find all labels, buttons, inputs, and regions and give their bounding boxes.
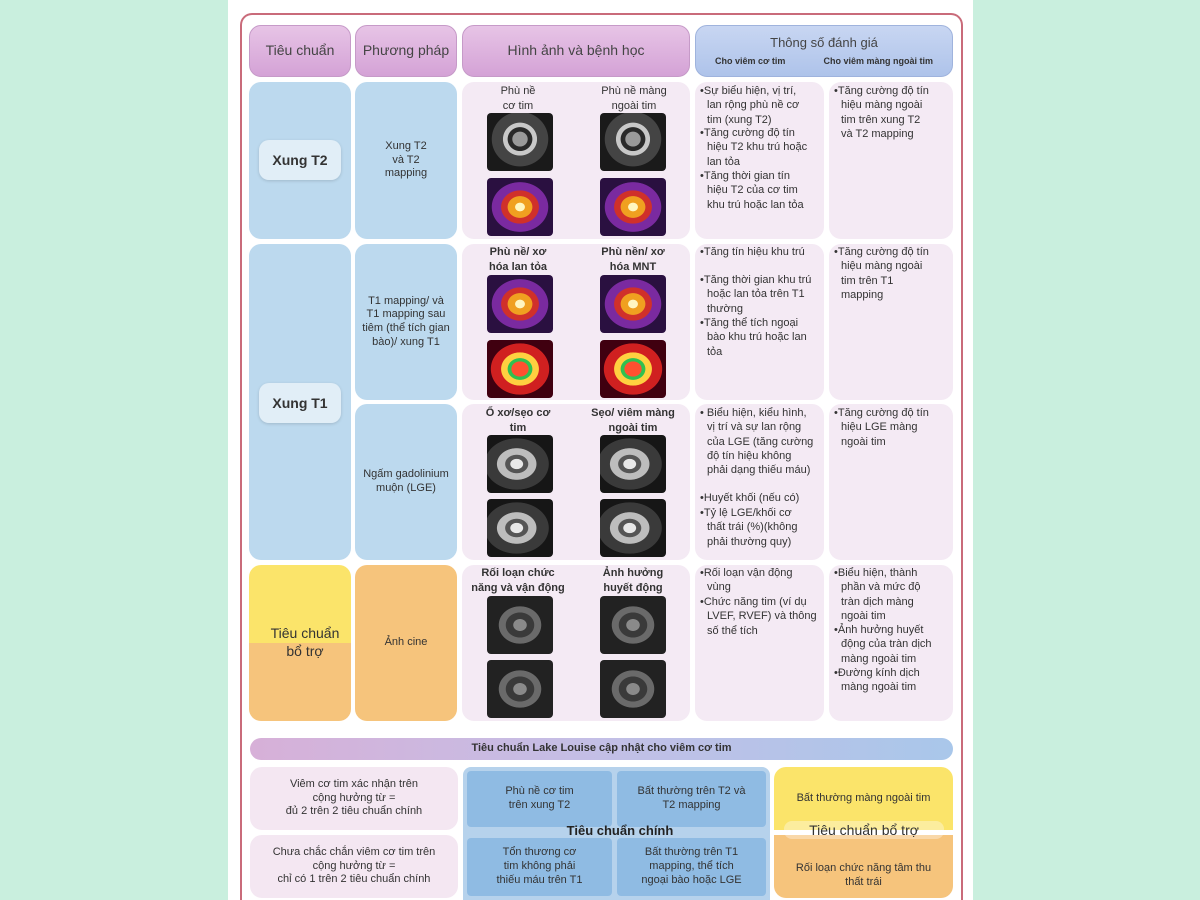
header-imaging [462, 25, 690, 77]
cine-img-left-caption: Rối loạn chức năng và vận động [471, 567, 565, 594]
cine-peri-bullet-3: •Đường kính dịch màng ngoài tim [834, 667, 920, 694]
t1-img-right-caption: Phù nền/ xơ hóa MNT [601, 246, 665, 273]
method-cine-cell [355, 565, 457, 721]
criterion-t1-label: Xung T1 [259, 383, 341, 423]
method-t1-label: T1 mapping/ và T1 mapping sau tiêm (thể tích gian bào)/ xung T1 [362, 294, 450, 348]
main-criterion-2 [617, 771, 766, 827]
main-criterion-4 [617, 838, 766, 896]
t2-myo-bullet-3: •Tăng thời gian tín hiệu T2 của cơ tim khu trú hoặc lan tỏa [700, 170, 804, 211]
t1-map-image-4 [600, 340, 666, 398]
header-sub-pericarditis: Cho viêm màng ngoài tim [823, 55, 933, 66]
uncertain-diagnosis-text: Chưa chắc chắn viêm cơ tim trên cộng hưởng từ = chỉ có 1 trên 2 tiêu chuẩn chính [272, 845, 436, 886]
t2-img-left-caption: Phù nề cơ tim [500, 85, 536, 112]
t2-myo-bullet-2: •Tăng cường độ tín hiệu T2 khu trú hoặc lan tỏa [700, 127, 808, 168]
header-method-label: Phương pháp [362, 42, 450, 59]
main-criterion-3 [467, 838, 612, 896]
cine-image-1 [487, 596, 553, 654]
t1-myo-bullet-1: •Tăng tín hiệu khu trú [700, 246, 805, 258]
lge-peri-bullet-1: •Tăng cường độ tín hiệu LGE màng ngoài tim [834, 407, 929, 448]
t1-img-left-caption: Phù nề/ xơ hóa lan tỏa [488, 246, 548, 273]
criterion-supp-label: Tiêu chuẩn bổ trợ [270, 625, 340, 660]
t1-myo-bullet-2: •Tăng thời gian khu trú hoặc lan tỏa trên T1 thường [700, 274, 812, 315]
main-criterion-2-text: Bất thường trên T2 và T2 mapping [637, 785, 746, 811]
method-t2-label: Xung T2 và T2 mapping [384, 139, 428, 180]
t2-map-image-1 [487, 178, 553, 236]
criterion-t2-label: Xung T2 [259, 140, 341, 180]
confirmed-diagnosis-text: Viêm cơ tim xác nhận trên cộng hưởng từ = đủ 2 trên 2 tiêu chuẩn chính [285, 777, 423, 818]
t2-peri-bullet-1: •Tăng cường độ tín hiệu màng ngoài tim trên xung T2 và T2 mapping [834, 85, 929, 140]
supportive-criterion-2-text: Rối loạn chức năng tâm thu thất trái [795, 861, 932, 888]
t1-map-image-2 [600, 275, 666, 333]
lake-louise-title [250, 738, 953, 760]
cine-image-4 [600, 660, 666, 718]
t2-mri-image-1 [487, 113, 553, 171]
lge-img-left-caption: Ổ xơ/sẹo cơ tim [485, 407, 551, 434]
method-lge-cell [355, 404, 457, 560]
supportive-criteria-label: Tiêu chuẩn bổ trợ [784, 821, 944, 839]
main-criterion-3-text: Tổn thương cơ tim không phải thiếu máu trên T1 [496, 846, 583, 886]
header-sub-myocarditis: Cho viêm cơ tim [715, 55, 786, 66]
cine-myo-bullet-1: •Rối loạn vận động vùng [700, 567, 793, 594]
lge-image-1 [487, 435, 553, 493]
lge-image-2 [600, 435, 666, 493]
t1-map-image-3 [487, 340, 553, 398]
lake-louise-title-label: Tiêu chuẩn Lake Louise cập nhật cho viêm cơ tim [471, 742, 732, 755]
method-cine-label: Ảnh cine [384, 636, 428, 649]
confirmed-diagnosis-box [250, 767, 458, 830]
main-criterion-1-text: Phù nề cơ tim trên xung T2 [505, 785, 574, 811]
t2-mri-image-2 [600, 113, 666, 171]
method-lge-label: Ngấm gadolinium muộn (LGE) [363, 468, 449, 494]
lge-myo-bullet-3: •Tỷ lệ LGE/khối cơ thất trái (%)(không phải thường quy) [700, 507, 798, 548]
cine-peri-bullet-2: •Ảnh hưởng huyết động của tràn dịch màng ngoài tim [834, 624, 932, 665]
uncertain-diagnosis-box [250, 835, 458, 898]
header-criteria [249, 25, 351, 77]
lge-myo-bullet-1: • Biểu hiện, kiểu hình, vị trí và sự lan rộng của LGE (tăng cường độ tín hiệu không phải dạng thiếu máu) [700, 407, 814, 477]
t2-map-image-2 [600, 178, 666, 236]
lge-image-4 [600, 499, 666, 557]
method-t2-cell [355, 82, 457, 239]
main-criterion-1 [467, 771, 612, 827]
t1-myo-bullet-3: •Tăng thể tích ngoại bào khu trú hoặc lan tỏa [700, 317, 807, 358]
header-method [355, 25, 457, 77]
cine-peri-bullet-1: •Biểu hiện, thành phần và mức độ tràn dịch màng ngoài tim [834, 567, 921, 622]
supportive-criterion-2 [774, 835, 953, 898]
header-imaging-label: Hình ảnh và bệnh học [507, 42, 645, 59]
lge-image-3 [487, 499, 553, 557]
supportive-criterion-1-text: Bất thường màng ngoài tim [796, 791, 931, 804]
t2-img-right-caption: Phù nề màng ngoài tim [601, 85, 667, 112]
lge-img-right-caption: Sẹo/ viêm màng ngoài tim [591, 407, 675, 434]
main-criterion-4-text: Bất thường trên T1 mapping, thể tích ngoại bào hoặc LGE [641, 846, 742, 886]
method-t1-cell [355, 244, 457, 400]
cine-img-right-caption: Ảnh hưởng huyết động [602, 567, 664, 594]
header-params [695, 25, 953, 77]
header-params-label: Thông số đánh giá [770, 35, 878, 51]
header-criteria-label: Tiêu chuẩn [265, 42, 335, 59]
lge-myo-bullet-2: •Huyết khối (nếu có) [700, 492, 800, 504]
main-criteria-label: Tiêu chuẩn chính [566, 823, 674, 838]
cine-image-2 [600, 596, 666, 654]
t1-map-image-1 [487, 275, 553, 333]
cine-image-3 [487, 660, 553, 718]
t1-peri-bullet-1: •Tăng cường độ tín hiệu màng ngoài tim trên T1 mapping [834, 246, 929, 301]
cine-myo-bullet-2: •Chức năng tim (ví dụ LVEF, RVEF) và thông số thể tích [700, 596, 817, 637]
t2-myo-bullet-1: •Sự biểu hiện, vị trí, lan rộng phù nề cơ tim (xung T2) [700, 85, 800, 126]
